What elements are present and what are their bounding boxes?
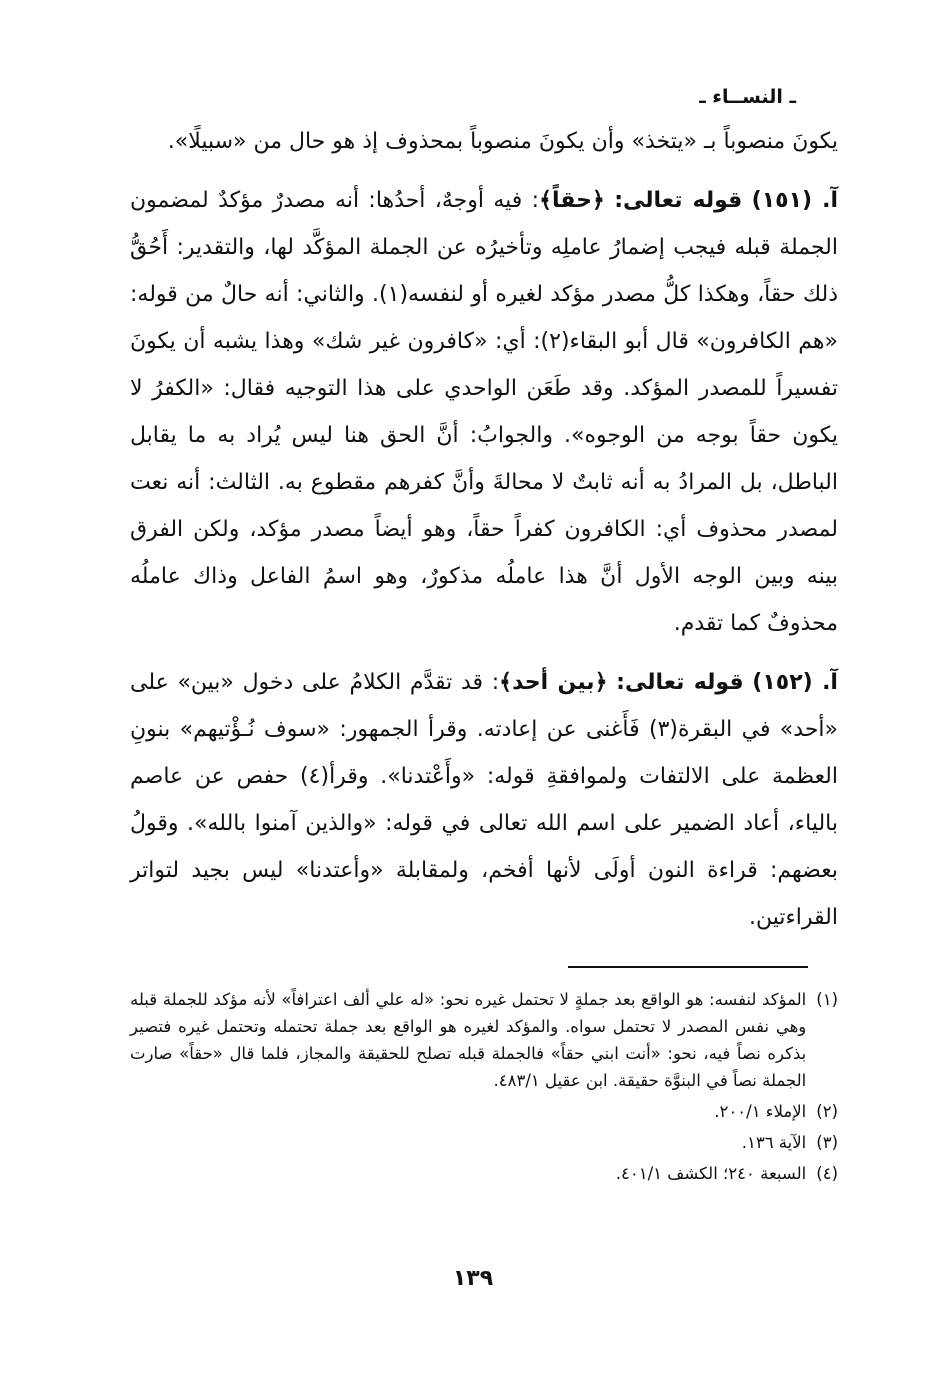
footnote-text: المؤكد لنفسه: هو الواقع بعد جملةٍ لا تحتمل غيره نحو: «له علي ألف اعترافاً» لأنه مؤكد للجملة قبله وهي نفس المصدر لا تحتمل سواه. والمؤكد لغيره هو الواقع بعد جملة تحتمله وتحتمل غيره فتصير بذكره نصاً فيه، نحو: «أنت ابني حقاً» فالجملة قبله تصلح للحقيقة والمجاز، فلما قال «حقاً» صارت الجملة نصاً في البنوَّة حقيقة. ابن عقيل ٤٨٣/١. [130,990,807,1090]
footnote-text: الإملاء ٢٠٠/١. [714,1102,807,1121]
footnote-item [130,986,838,1094]
footnote-number: (٣) [816,1133,838,1152]
page-number: ١٣٩ [452,1266,494,1291]
footnote-item [130,1160,838,1187]
footnote-item [130,1098,838,1125]
footnote-text: السبعة ٢٤٠؛ الكشف ٤٠١/١. [615,1164,807,1183]
verse-151-commentary: : فيه أوجهٌ، أحدُها: أنه مصدرٌ مؤكدٌ لمضمون الجملة قبله فيجب إضمارُ عاملِه وتأخيرُه عن الجملة المؤكَّد لها، والتقدير: أَحُقُّ ذلك حقاً، وهكذا كلُّ مصدر مؤكد لغيره أو لنفسه(١). والثاني: أنه حالٌ من قوله: «هم الكافرون» قال أبو البقاء(٢): أي: «كافرون غير شك» وهذا يشبه أن يكونَ تفسيراً للمصدر المؤكد. وقد طَعَن الواحدي على هذا التوجيه فقال: «الكفرُ لا يكون حقاً بوجه من الوجوه». والجوابُ: أنَّ الحق هنا ليس يُراد به ما يقابل الباطل، بل المرادُ به أنه ثابتٌ لا محالةَ وأنَّ كفرهم مقطوع به. الثالث: أنه نعت لمصدر محذوف أي: الكافرون كفراً حقاً، وهو أيضاً مصدر مؤكد، ولكن الفرق بينه وبين الوجه الأول أنَّ هذا عاملُه مذكورٌ، وهو اسمُ الفاعل وذاك عاملُه محذوفٌ كما تقدم. [130,188,838,636]
footnotes [130,986,838,1191]
verse-151-number: آ. (١٥١) [751,188,839,213]
footnote-text: الآية ١٣٦. [741,1133,807,1152]
verse-152-commentary: : قد تقدَّم الكلامُ على دخول «بين» على «أحد» في البقرة(٣) فَأَغنى عن إعادته. وقرأ الجمهور: «سوف نُـؤْتيهم» بنونِ العظمة على الالتفات ولموافقةِ قوله: «وأَعْتدنا». وقرأ(٤) حفص عن عاصم بالياء، أعاد الضمير على اسم الله تعالى في قوله: «والذين آمنوا بالله». وقولُ بعضهم: قراءة النون أولَى لأنها أفخم، ولمقابلة «وأعتدنا» ليس بجيد لتواتر القراءتين. [130,670,838,930]
footnote-number: (٤) [816,1164,838,1183]
verse-152-quoted-word: ﴿بين أحد﴾ [499,670,608,695]
verse-152-intro: قوله تعالى: [616,670,744,695]
verse-151-quoted-word: ﴿حقاً﴾ [539,188,605,213]
verse-152-paragraph [130,659,838,941]
main-text [130,118,838,941]
footnote-number: (١) [816,990,838,1009]
footnote-item [130,1129,838,1156]
footnote-separator [568,966,808,968]
verse-151-intro: قوله تعالى: [614,188,743,213]
verse-152-number: آ. (١٥٢) [752,670,838,695]
running-header: ـ النســاء ـ [699,86,796,108]
verse-151-paragraph [130,177,838,647]
continuation-line: يكونَ منصوباً بـ «يتخذ» وأن يكونَ منصوباً بمحذوف إذ هو حال من «سبيلًا». [167,129,838,154]
footnote-number: (٢) [816,1102,838,1121]
